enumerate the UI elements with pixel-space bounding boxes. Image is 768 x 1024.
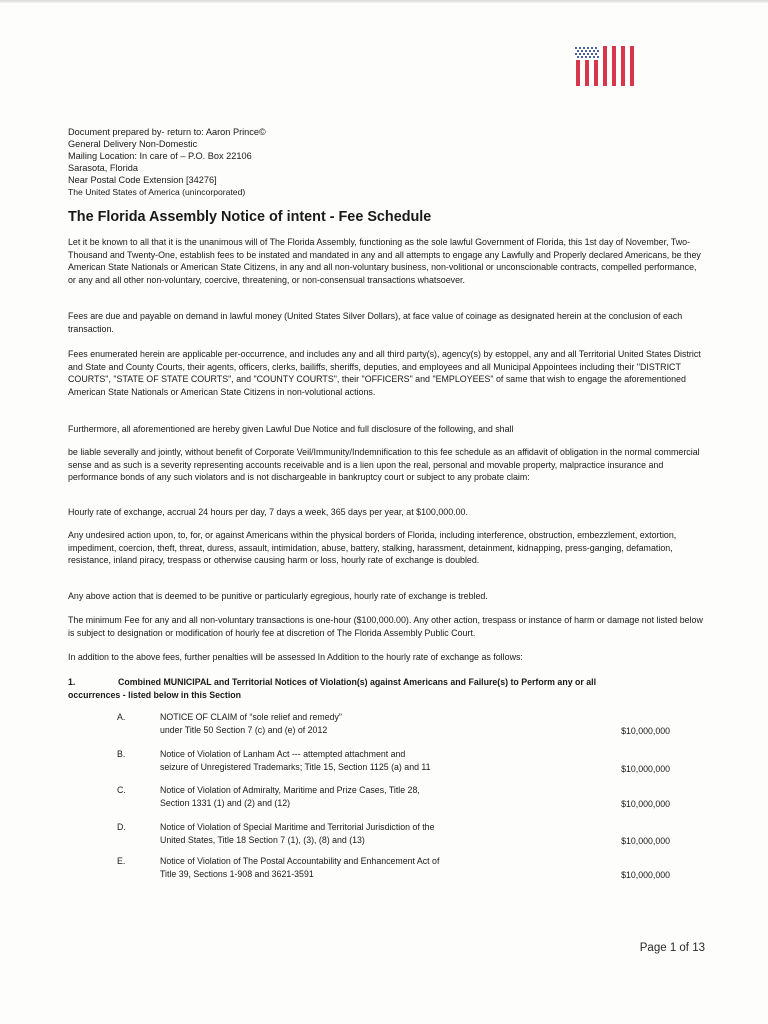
address-line-postal: Near Postal Code Extension [34276] — [68, 175, 217, 185]
address-line-preparer: Document prepared by- return to: Aaron Prince© — [68, 127, 266, 137]
paragraph-trebled-rate: Any above action that is deemed to be punitive or particularly egregious, hourly rate of exchange is trebled. — [68, 591, 488, 601]
paragraph-liability: be liable severally and jointly, without benefit of Corporate Veil/Immunity/Indemnification to this fee schedule as an affidavit of obligation in the normal commercial sense and as such is a severity representing accounts receivable and is a lien upon the real, personal and movable property, malpractice insurance and performance bonds of any such violators and is not dischargeable in bankruptcy court or subject to any probate claim: — [68, 447, 700, 483]
fee-item-description — [160, 784, 520, 809]
paragraph-doubled-rate: Any undesired action upon, to, for, or against Americans within the physical borders of Florida, including interference, obstruction, embezzlement, extortion, impediment, coercion, theft, threat, duress, assault, intimidation, abuse, battery, stalking, harassment, detainment, kidnapping, press-ganging, defamation, resistance, inland piracy, trespass or otherwise causing harm or loss, hourly rate of exchange is doubled. — [68, 530, 677, 566]
fee-item-description-line1: NOTICE OF CLAIM of “sole relief and remedy” — [160, 712, 342, 722]
address-line-mailing: Mailing Location: In care of – P.O. Box 22106 — [68, 151, 252, 161]
fee-item-description-line1: Notice of Violation of The Postal Accountability and Enhancement Act of — [160, 856, 440, 866]
paragraph-additional-penalties: In addition to the above fees, further penalties will be assessed In Addition to the hourly rate of exchange as follows: — [68, 652, 523, 662]
fee-item-description-line2: seizure of Unregistered Trademarks; Title 15, Section 1125 (a) and 11 — [160, 761, 431, 772]
fee-item-description-line2: United States, Title 18 Section 7 (1), (3), (8) and (13) — [160, 834, 365, 845]
fee-item-description — [160, 855, 520, 880]
paragraph-minimum-fee: The minimum Fee for any and all non-voluntary transactions is one-hour ($100,000.00). Any other action, trespass or instance of harm or damage not listed below is subject to designation or modification of hourly fee at discretion of The Florida Assembly Public Court. — [68, 615, 703, 638]
paragraph-payment-terms: Fees are due and payable on demand in lawful money (United States Silver Dollars), at face value of coinage as designated herein at the conclusion of each transaction. — [68, 311, 683, 334]
fee-item-letter: E. — [117, 856, 126, 866]
paragraph-due-notice: Furthermore, all aforementioned are hereby given Lawful Due Notice and full disclosure of the following, and shall — [68, 424, 514, 434]
paragraph-applicability: Fees enumerated herein are applicable per-occurrence, and includes any and all third party(s), agency(s) by estoppel, any and all Territorial United States District and State and County Courts, their agents, officers, clerks, bailiffs, sheriffs, deputies, and employees and all Municipal Appointees including their "DISTRICT COURTS", "STATE OF STATE COURTS", and "COUNTY COURTS", their "OFFICERS" and "EMPLOYEES" of same that wish to engage the aforementioned American State Nationals or American State Citizens in non-volutional actions. — [68, 349, 701, 398]
us-flag-icon — [574, 46, 640, 86]
fee-item-description-line2: Title 39, Sections 1-908 and 3621-3591 — [160, 868, 314, 879]
fee-item-letter: B. — [117, 749, 126, 759]
address-line-city: Sarasota, Florida — [68, 163, 138, 173]
paragraph-declaration: Let it be known to all that it is the unanimous will of The Florida Assembly, functioning as the sole lawful Government of Florida, this 1st day of November, Two-Thousand and Twenty-One, establish fees to be instated and mandated in any and all attempts to engage any Lawfully and Properly declared Americans, be they American State Nationals or American State Citizens, in any and all non-voluntary business, non-volitional or unconscionable contracts, compelled performance, or any and all other non-voluntary, coercive, threatening, or non-consensual transactions whatsoever. — [68, 237, 701, 286]
page-number: Page 1 of 13 — [639, 942, 705, 954]
fee-item-amount: $10,000,000 — [621, 799, 670, 809]
fee-item-description-line1: Notice of Violation of Admiralty, Maritime and Prize Cases, Title 28, — [160, 785, 420, 795]
fee-item-amount: $10,000,000 — [621, 764, 670, 774]
paragraph-hourly-rate: Hourly rate of exchange, accrual 24 hours per day, 7 days a week, 365 days per year, at $100,000.00. — [68, 507, 468, 517]
section-number: 1. — [68, 677, 76, 687]
fee-item-description — [160, 711, 520, 736]
page-top-edge — [0, 0, 768, 3]
preparer-address-block — [68, 126, 468, 198]
section-heading-line2: occurrences - listed below in this Section — [68, 689, 242, 700]
fee-item-description-line1: Notice of Violation of Lanham Act --- attempted attachment and — [160, 749, 406, 759]
fee-item-letter: D. — [117, 822, 126, 832]
fee-item-letter: A. — [117, 712, 126, 722]
address-line-country: The United States of America (unincorporated) — [68, 187, 246, 197]
fee-item-description — [160, 821, 520, 846]
fee-item-description-line2: under Title 50 Section 7 (c) and (e) of 2012 — [160, 724, 328, 735]
section-heading — [68, 676, 704, 701]
fee-item-amount: $10,000,000 — [621, 870, 670, 880]
fee-item-amount: $10,000,000 — [621, 726, 670, 736]
address-line-delivery: General Delivery Non-Domestic — [68, 139, 198, 149]
fee-item-letter: C. — [117, 785, 126, 795]
fee-item-description-line1: Notice of Violation of Special Maritime and Territorial Jurisdiction of the — [160, 822, 435, 832]
fee-item-description-line2: Section 1331 (1) and (2) and (12) — [160, 797, 291, 808]
section-heading-line1: Combined MUNICIPAL and Territorial Notices of Violation(s) against Americans and Failure(s) to Perform any or all — [118, 677, 597, 687]
fee-item-amount: $10,000,000 — [621, 836, 670, 846]
document-title: The Florida Assembly Notice of intent - Fee Schedule — [68, 209, 432, 225]
fee-item-description — [160, 748, 520, 773]
